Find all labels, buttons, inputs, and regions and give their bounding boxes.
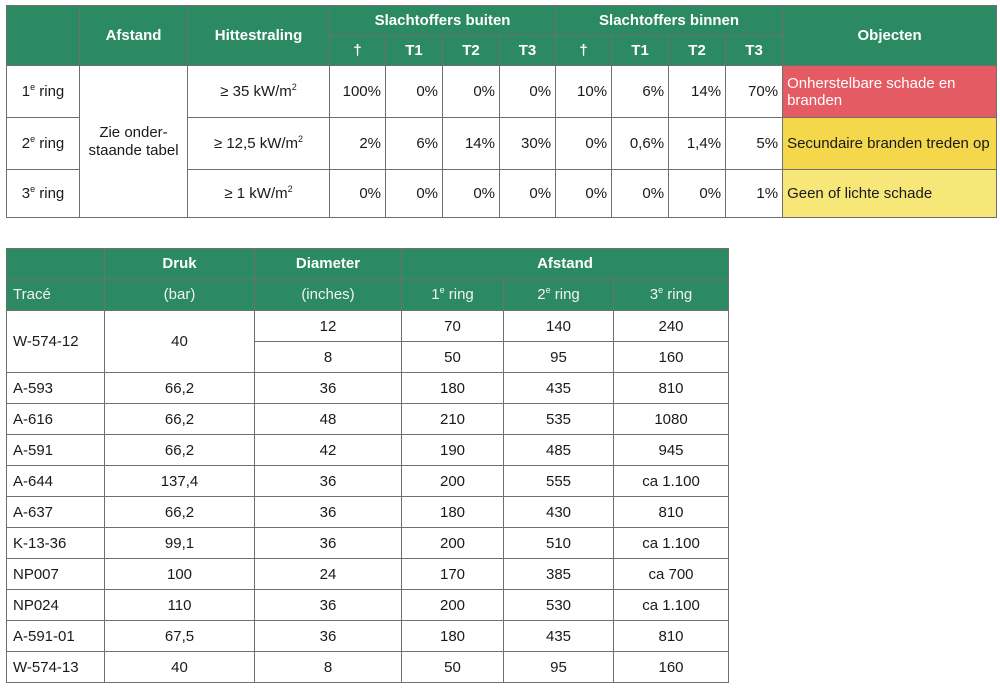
ring3-cell: ca 1.100	[614, 528, 729, 559]
sub-header-t2: T2	[669, 36, 726, 66]
ring3-cell: ca 1.100	[614, 466, 729, 497]
ring1-cell: 200	[402, 590, 504, 621]
diameter-cell: 36	[255, 373, 402, 404]
ring3-cell: ca 1.100	[614, 590, 729, 621]
druk-cell: 137,4	[105, 466, 255, 497]
trace-cell: W-574-12	[7, 311, 105, 373]
table-row	[7, 621, 729, 652]
ring1-cell: 200	[402, 528, 504, 559]
heat-value: ≥ 1 $kW/m^2$	[188, 170, 330, 218]
buiten-t2: 14%	[443, 118, 500, 170]
casualty-table	[6, 5, 997, 218]
table-row	[7, 466, 729, 497]
binnen-t2: 14%	[669, 66, 726, 118]
diameter-cell: 36	[255, 466, 402, 497]
sub-header-t1: T1	[386, 36, 443, 66]
druk-cell: 40	[105, 652, 255, 683]
diameter-cell: 36	[255, 528, 402, 559]
buiten-t3: 0%	[500, 170, 556, 218]
druk-cell: 66,2	[105, 497, 255, 528]
ring-label: 2e ring	[7, 118, 80, 170]
ring3-cell: 1080	[614, 404, 729, 435]
binnen-dead: 10%	[556, 66, 612, 118]
slachtoffers-binnen-header: Slachtoffers binnen	[556, 6, 783, 36]
buiten-t3: 30%	[500, 118, 556, 170]
trace-header: Tracé	[7, 279, 105, 311]
table-row	[7, 652, 729, 683]
ring1-cell: 180	[402, 373, 504, 404]
binnen-t1: 0%	[612, 170, 669, 218]
empty-header-cell	[7, 6, 80, 66]
druk-cell: 99,1	[105, 528, 255, 559]
object-description: Geen of lichte schade	[783, 170, 997, 218]
diameter-unit: (inches)	[255, 279, 402, 311]
diameter-cell: 36	[255, 497, 402, 528]
sub-header-t3: T3	[726, 36, 783, 66]
buiten-t1: 0%	[386, 66, 443, 118]
trace-cell: NP007	[7, 559, 105, 590]
ring1-cell: 180	[402, 497, 504, 528]
ring2-cell: 510	[504, 528, 614, 559]
empty-header-cell	[7, 249, 105, 279]
diameter-cell: 12	[255, 311, 402, 342]
diameter-header: Diameter	[255, 249, 402, 279]
ring3-cell: ca 700	[614, 559, 729, 590]
table-row	[7, 311, 729, 342]
ring2-cell: 535	[504, 404, 614, 435]
trace-cell: A-593	[7, 373, 105, 404]
table-row	[7, 404, 729, 435]
ring2-cell: 530	[504, 590, 614, 621]
ring3-cell: 810	[614, 373, 729, 404]
binnen-dead: 0%	[556, 118, 612, 170]
druk-cell: 66,2	[105, 404, 255, 435]
object-description: Onherstelbare schade en branden	[783, 66, 997, 118]
trace-cell: A-591-01	[7, 621, 105, 652]
table-row	[7, 435, 729, 466]
ring3-cell: 945	[614, 435, 729, 466]
table-row	[7, 373, 729, 404]
druk-cell: 110	[105, 590, 255, 621]
ring1-cell: 170	[402, 559, 504, 590]
buiten-dead: 0%	[330, 170, 386, 218]
table-row	[7, 590, 729, 621]
buiten-dead: 100%	[330, 66, 386, 118]
druk-cell: 67,5	[105, 621, 255, 652]
ring3-header: 3e ring	[614, 279, 729, 311]
afstand-header: Afstand	[402, 249, 729, 279]
diameter-cell: 36	[255, 621, 402, 652]
table-row	[7, 559, 729, 590]
ring3-cell: 160	[614, 342, 729, 373]
diameter-cell: 8	[255, 342, 402, 373]
ring1-cell: 180	[402, 621, 504, 652]
druk-header: Druk	[105, 249, 255, 279]
sub-header-t1: T1	[612, 36, 669, 66]
buiten-t2: 0%	[443, 66, 500, 118]
table-row	[7, 528, 729, 559]
ring2-cell: 435	[504, 373, 614, 404]
buiten-t1: 0%	[386, 170, 443, 218]
ring3-cell: 810	[614, 497, 729, 528]
ring2-cell: 140	[504, 311, 614, 342]
sub-header-dead: †	[556, 36, 612, 66]
binnen-t2: 1,4%	[669, 118, 726, 170]
heat-value: ≥ 12,5 $kW/m^2$	[188, 118, 330, 170]
trace-cell: A-591	[7, 435, 105, 466]
ring1-cell: 210	[402, 404, 504, 435]
ring1-cell: 200	[402, 466, 504, 497]
ring1-cell: 190	[402, 435, 504, 466]
druk-cell: 100	[105, 559, 255, 590]
druk-unit: (bar)	[105, 279, 255, 311]
druk-cell: 40	[105, 311, 255, 373]
ring2-cell: 430	[504, 497, 614, 528]
slachtoffers-buiten-header: Slachtoffers buiten	[330, 6, 556, 36]
ring1-cell: 70	[402, 311, 504, 342]
sub-header-dead: †	[330, 36, 386, 66]
trace-cell: A-637	[7, 497, 105, 528]
trace-cell: A-616	[7, 404, 105, 435]
trace-cell: A-644	[7, 466, 105, 497]
binnen-t1: 0,6%	[612, 118, 669, 170]
table-row	[7, 66, 997, 118]
buiten-dead: 2%	[330, 118, 386, 170]
druk-cell: 66,2	[105, 373, 255, 404]
ring2-cell: 435	[504, 621, 614, 652]
ring2-cell: 95	[504, 652, 614, 683]
ring2-cell: 95	[504, 342, 614, 373]
buiten-t1: 6%	[386, 118, 443, 170]
ring1-cell: 50	[402, 342, 504, 373]
binnen-t3: 5%	[726, 118, 783, 170]
ring2-header: 2e ring	[504, 279, 614, 311]
ring2-cell: 385	[504, 559, 614, 590]
ring-label: 3e ring	[7, 170, 80, 218]
buiten-t2: 0%	[443, 170, 500, 218]
ring3-cell: 810	[614, 621, 729, 652]
ring1-header: 1e ring	[402, 279, 504, 311]
afstand-header: Afstand	[80, 6, 188, 66]
ring3-cell: 240	[614, 311, 729, 342]
ring3-cell: 160	[614, 652, 729, 683]
diameter-cell: 42	[255, 435, 402, 466]
objecten-header: Objecten	[783, 6, 997, 66]
table-row	[7, 497, 729, 528]
diameter-cell: 24	[255, 559, 402, 590]
binnen-t1: 6%	[612, 66, 669, 118]
binnen-dead: 0%	[556, 170, 612, 218]
hittestraling-header: Hittestraling	[188, 6, 330, 66]
diameter-cell: 36	[255, 590, 402, 621]
ring2-cell: 555	[504, 466, 614, 497]
ring1-cell: 50	[402, 652, 504, 683]
trace-cell: NP024	[7, 590, 105, 621]
pipeline-distance-table	[6, 248, 729, 683]
diameter-cell: 48	[255, 404, 402, 435]
heat-value: ≥ 35 $kW/m^2$	[188, 66, 330, 118]
afstand-note: Zie onder-staande tabel	[80, 66, 188, 218]
object-description: Secundaire branden treden op	[783, 118, 997, 170]
trace-cell: W-574-13	[7, 652, 105, 683]
ring-label: 1e ring	[7, 66, 80, 118]
trace-cell: K-13-36	[7, 528, 105, 559]
binnen-t2: 0%	[669, 170, 726, 218]
binnen-t3: 70%	[726, 66, 783, 118]
diameter-cell: 8	[255, 652, 402, 683]
buiten-t3: 0%	[500, 66, 556, 118]
binnen-t3: 1%	[726, 170, 783, 218]
sub-header-t2: T2	[443, 36, 500, 66]
sub-header-t3: T3	[500, 36, 556, 66]
druk-cell: 66,2	[105, 435, 255, 466]
ring2-cell: 485	[504, 435, 614, 466]
